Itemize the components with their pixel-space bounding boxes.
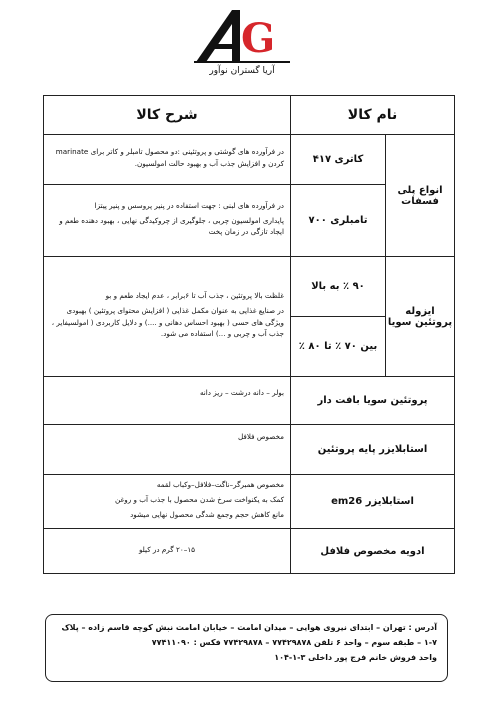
svg-text:G: G xyxy=(241,15,276,62)
category-cell: ادویه مخصوص فلافل xyxy=(291,529,455,574)
description-line: بولر – دانه درشت – ریز دانه xyxy=(199,388,284,397)
product-name-cell: ۹۰ ٪ به بالا xyxy=(291,257,386,317)
header-product-name: نام کالا xyxy=(291,96,455,135)
description-cell xyxy=(44,529,291,574)
category-cell: ایزوله پروتئین سویا xyxy=(386,257,455,377)
description-cell xyxy=(44,185,291,257)
category-cell: استابلایزر پایه پروتئین xyxy=(291,425,455,475)
table-header-row xyxy=(44,96,455,135)
table-row xyxy=(44,529,455,574)
description-cell xyxy=(44,425,291,475)
category-cell: پروتئین سویا بافت دار xyxy=(291,377,455,425)
address-line: آدرس : تهران – ابتدای نیروی هوایی – میدان امامت – خیابان امامت نبش کوچه قاسم زاده – پلاک xyxy=(61,623,437,632)
sales-contact-line: واحد فروش خانم فرج پور داخلی ۳-۱-۱۰۴ xyxy=(274,653,437,663)
phone-fax-line: ۱-۷ – طبقه سوم – واحد ۶ تلفن ۷۷۴۲۹۸۷۸ – ۷۷۴۲۹۸۷۸ فکس : ۷۷۴۱۱۰۹۰ xyxy=(151,638,437,648)
table-row xyxy=(44,475,455,529)
table-row xyxy=(44,257,455,317)
company-logo xyxy=(192,6,292,84)
description-line: پایداری امولسیون چربی ، جلوگیری از چروکیدگی نهایی ، بهبود دهنده طعم و ایجاد تازگی در زمان پخت xyxy=(59,215,284,237)
description-line: کمک به یکنواخت سرخ شدن محصول با جذب آب و روغن xyxy=(115,495,284,505)
product-name-cell: تامبلری ۷۰۰ xyxy=(291,185,386,257)
product-name-cell: بین ۷۰ ٪ تا ۸۰ ٪ xyxy=(291,317,386,377)
table-row xyxy=(44,377,455,425)
description-cell xyxy=(44,135,291,185)
brand-caption: آریا گستران نوآور xyxy=(209,66,275,76)
description-line: مخصوص فلافل xyxy=(237,432,284,441)
description-cell xyxy=(44,475,291,529)
product-name-cell: کاتری ۴۱۷ xyxy=(291,135,386,185)
description-line: در فرآورده های لبنی : جهت استفاده در پنیر پروسس و پنیر پیتزا xyxy=(94,200,284,210)
category-cell: استابلایزر em26 xyxy=(291,475,455,529)
table-row xyxy=(44,425,455,475)
table-row xyxy=(44,135,455,185)
description-line: در فرآورده های گوشتی و پروتئینی :دو محصول تامبلر و کاتر برای marinate کردن و افزایش جذب آب و بهبود حالت امولسیون. xyxy=(55,147,284,168)
description-cell xyxy=(44,377,291,425)
description-line: غلظت بالا پروتئین ، جذب آب تا ۶برابر ، عدم ایجاد طعم و بو xyxy=(105,290,284,300)
address-box xyxy=(45,614,448,682)
description-line: مانع کاهش حجم وجمع شدگی محصول نهایی میشود xyxy=(130,509,284,519)
description-cell xyxy=(44,257,291,377)
description-line: مخصوص همبرگر–ناگت–فلافل–وکباب لقمه xyxy=(156,480,284,490)
description-line: در صنایع غذایی به عنوان مکمل غذایی ( افزایش محتوای پروتئین ) بهبودی ویژگی های حسی ( بهبود احساس دهانی و ....) و دلایل کاربردی ( امولسیفایر ، جذب آب و چربی و ...) استفاده می شود. xyxy=(51,305,284,339)
category-cell: انواع پلی فسفات xyxy=(386,135,455,257)
product-table xyxy=(43,95,455,574)
ag-logo-icon xyxy=(192,6,292,68)
description-line: ۱۵–۲۰ گرم در کیلو xyxy=(138,544,196,554)
header-product-description: شرح کالا xyxy=(44,96,291,135)
